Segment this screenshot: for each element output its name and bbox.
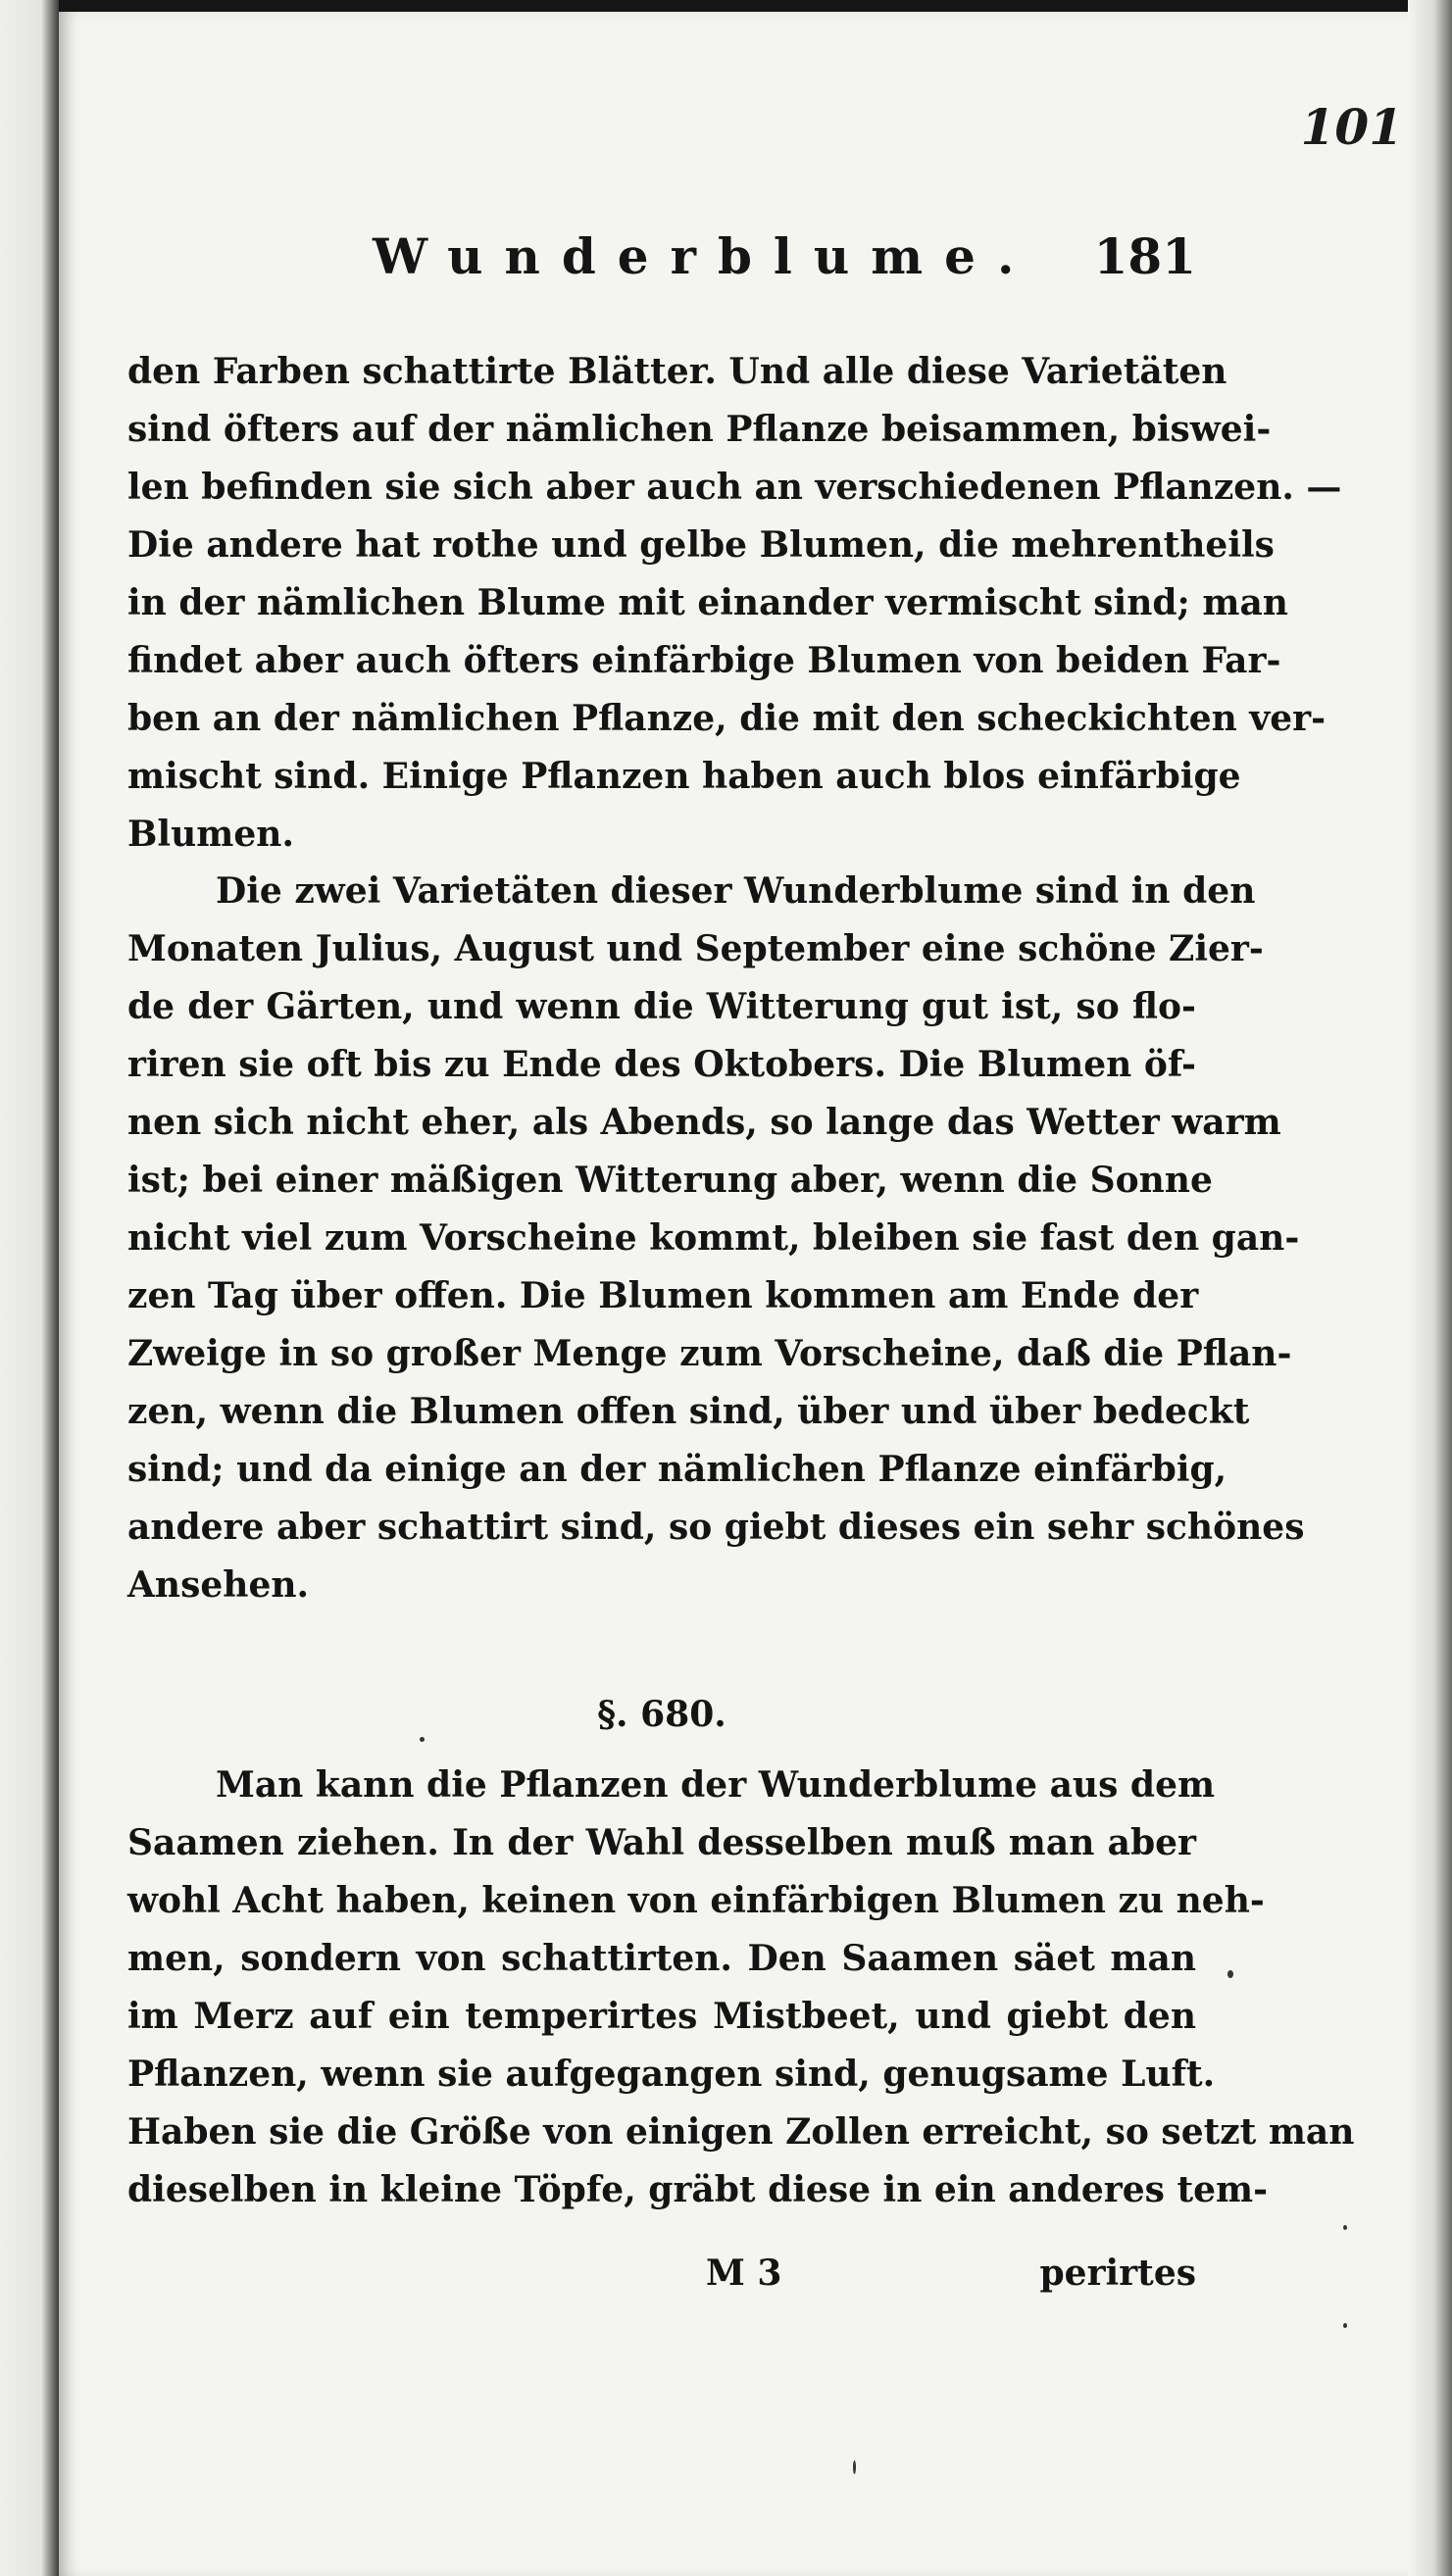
- text-line: Man kann die Pflanzen der Wunderblume aus dem: [216, 1764, 1216, 1806]
- text-line: nen sich nicht eher, als Abends, so lange das Wetter warm: [127, 1102, 1281, 1143]
- catchword: perirtes: [1039, 2253, 1196, 2294]
- text-line: zen, wenn die Blumen offen sind, über und über bedeckt: [127, 1391, 1250, 1432]
- text-line: findet aber auch öfters einfärbige Blumen von beiden Far-: [127, 640, 1281, 681]
- text-line: Die andere hat rothe und gelbe Blumen, die mehrentheils: [127, 524, 1275, 566]
- running-title: Wunderblume.: [373, 227, 1036, 285]
- text-line: sind öfters auf der nämlichen Pflanze beisammen, biswei-: [127, 409, 1272, 450]
- paper-speck: [853, 2460, 856, 2474]
- text-line: Pflanzen, wenn sie aufgegangen sind, genugsame Luft.: [127, 2054, 1216, 2095]
- text-line: im Merz auf ein temperirtes Mistbeet, und giebt den: [127, 1996, 1196, 2037]
- text-line: Monaten Julius, August und September eine schöne Zier-: [127, 928, 1264, 969]
- paper-speck: [1343, 2225, 1347, 2230]
- text-line: riren sie oft bis zu Ende des Oktobers. Die Blumen öf-: [127, 1044, 1196, 1085]
- handwritten-folio-number: 101: [1300, 98, 1403, 156]
- paragraph-1: [127, 343, 1342, 864]
- paper-speck: [1343, 2323, 1347, 2328]
- text-line: nicht viel zum Vorscheine kommt, bleiben sie fast den gan-: [127, 1217, 1300, 1259]
- paragraph-2: [127, 863, 1305, 1614]
- page-number: 181: [1093, 227, 1196, 285]
- text-line: den Farben schattirte Blätter. Und alle diese Varietäten: [127, 351, 1227, 392]
- text-line: ist; bei einer mäßigen Witterung aber, wenn die Sonne: [127, 1160, 1213, 1201]
- text-line: men, sondern von schattirten. Den Saamen säet man: [127, 1938, 1196, 1979]
- text-line: Zweige in so großer Menge zum Vorscheine, daß die Pflan-: [127, 1333, 1292, 1374]
- text-line: ben an der nämlichen Pflanze, die mit den scheckichten ver-: [127, 698, 1327, 739]
- text-line: sind; und da einige an der nämlichen Pflanze einfärbig,: [127, 1449, 1227, 1490]
- text-line: Saamen ziehen. In der Wahl desselben muß man aber: [127, 1822, 1196, 1863]
- text-line: len befinden sie sich aber auch an verschiedenen Pflanzen. —: [127, 467, 1342, 508]
- text-line: Die zwei Varietäten dieser Wunderblume sind in den: [216, 870, 1256, 912]
- text-line: Blumen.: [127, 814, 294, 855]
- book-gutter: [0, 0, 59, 2576]
- signature-mark: M 3: [706, 2253, 782, 2294]
- text-line: andere aber schattirt sind, so giebt dieses ein sehr schönes: [127, 1507, 1305, 1548]
- paper-speck: [420, 1737, 425, 1742]
- section-heading: §. 680.: [597, 1694, 726, 1735]
- text-line: dieselben in kleine Töpfe, gräbt diese in ein anderes tem-: [127, 2169, 1269, 2210]
- page-edge-shadow: [1408, 0, 1452, 2576]
- text-line: mischt sind. Einige Pflanzen haben auch blos einfärbige: [127, 756, 1241, 797]
- text-line: Haben sie die Größe von einigen Zollen erreicht, so setzt man: [127, 2111, 1355, 2153]
- scan-top-border: [0, 0, 1452, 12]
- text-line: zen Tag über offen. Die Blumen kommen am Ende der: [127, 1275, 1199, 1316]
- text-line: de der Gärten, und wenn die Witterung gut ist, so flo-: [127, 986, 1196, 1027]
- text-line: Ansehen.: [127, 1564, 310, 1606]
- paper-speck: [1227, 1970, 1233, 1978]
- paragraph-3: [127, 1757, 1355, 2219]
- running-head: [127, 227, 1196, 296]
- page-footer: [127, 2245, 1196, 2303]
- text-line: wohl Acht haben, keinen von einfärbigen Blumen zu neh-: [127, 1880, 1265, 1921]
- text-line: in der nämlichen Blume mit einander vermischt sind; man: [127, 582, 1288, 623]
